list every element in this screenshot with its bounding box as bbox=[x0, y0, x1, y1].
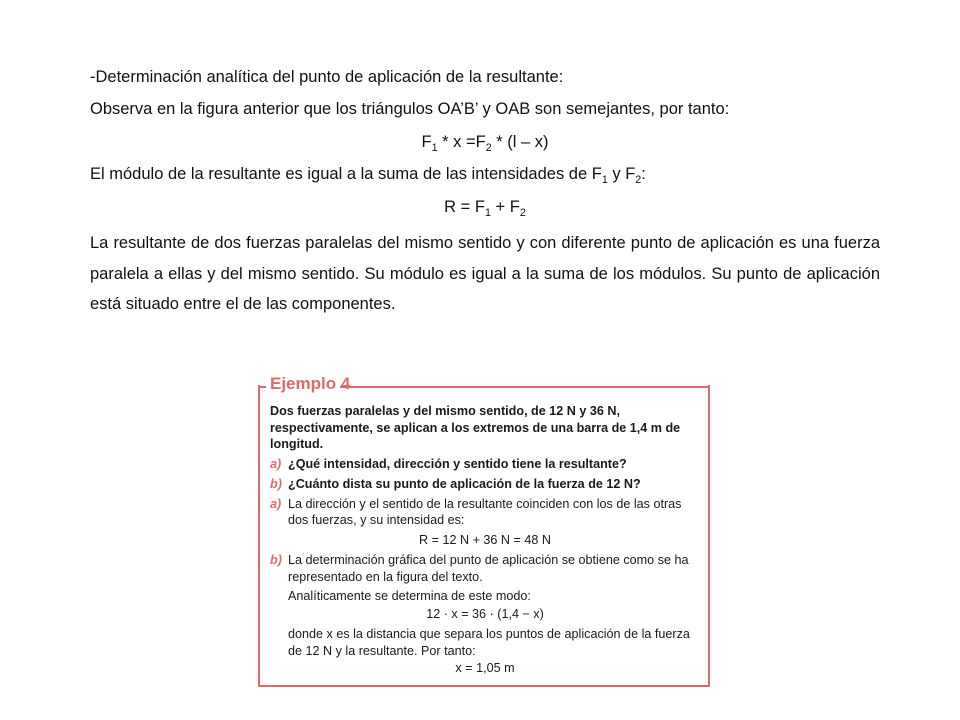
similar-triangles-text: Observa en la figura anterior que los triángulos OA’B’ y OAB son semejantes, por tanto: bbox=[90, 100, 730, 119]
answer-a-equation: R = 12 N + 36 N = 48 N bbox=[419, 533, 551, 548]
resultant-modulus-text: El módulo de la resultante es igual a la suma de las intensidades de $F_1$ y $F_2$: bbox=[90, 165, 646, 187]
example-statement: Dos fuerzas paralelas y del mismo sentido, de 12 N y 36 N, respectivamente, se aplican a los extremos de una barra de 1,4 m de longitud. bbox=[270, 404, 681, 452]
answer-b-where: donde x es la distancia que separa los puntos de aplicación de la fuerza de 12 N y la resultante. Por tanto: bbox=[288, 626, 690, 658]
equation-moments: $F_1 * x =F_2 * (l - x)$ bbox=[421, 132, 549, 154]
example-box bbox=[258, 374, 710, 687]
question-a: a) ¿Qué intensidad, dirección y sentido tiene la resultante? bbox=[270, 457, 627, 472]
answer-b-result: x = 1,05 m bbox=[455, 661, 515, 676]
example-header bbox=[258, 374, 710, 394]
conclusion-paragraph: La resultante de dos fuerzas paralelas del mismo sentido y con diferente punto de aplicación es una fuerza paralela a ellas y del mismo sentido. Su módulo es igual a la suma de los módulos. Su punto de aplicación está situado entre el de las componentes. bbox=[90, 234, 880, 314]
equation-resultant: $R = F_1 + F_2$ bbox=[444, 197, 526, 219]
main-text bbox=[90, 66, 880, 329]
answer-b-equation: 12 · x = 36 · (1,4 − x) bbox=[426, 607, 544, 622]
example-title: Ejemplo 4 bbox=[270, 374, 351, 393]
answer-b: b) La determinación gráfica del punto de aplicación se obtiene como se ha representado en la figura del texto. bbox=[270, 552, 689, 584]
section-heading: -Determinación analítica del punto de aplicación de la resultante: bbox=[90, 68, 564, 86]
question-b: b) ¿Cuánto dista su punto de aplicación de la fuerza de 12 N? bbox=[270, 476, 641, 491]
answer-a: a) La dirección y el sentido de la resultante coinciden con los de las otras dos fuerzas, y su intensidad es: bbox=[270, 496, 682, 528]
answer-b-analytic: Analíticamente se determina de este modo: bbox=[288, 589, 531, 604]
